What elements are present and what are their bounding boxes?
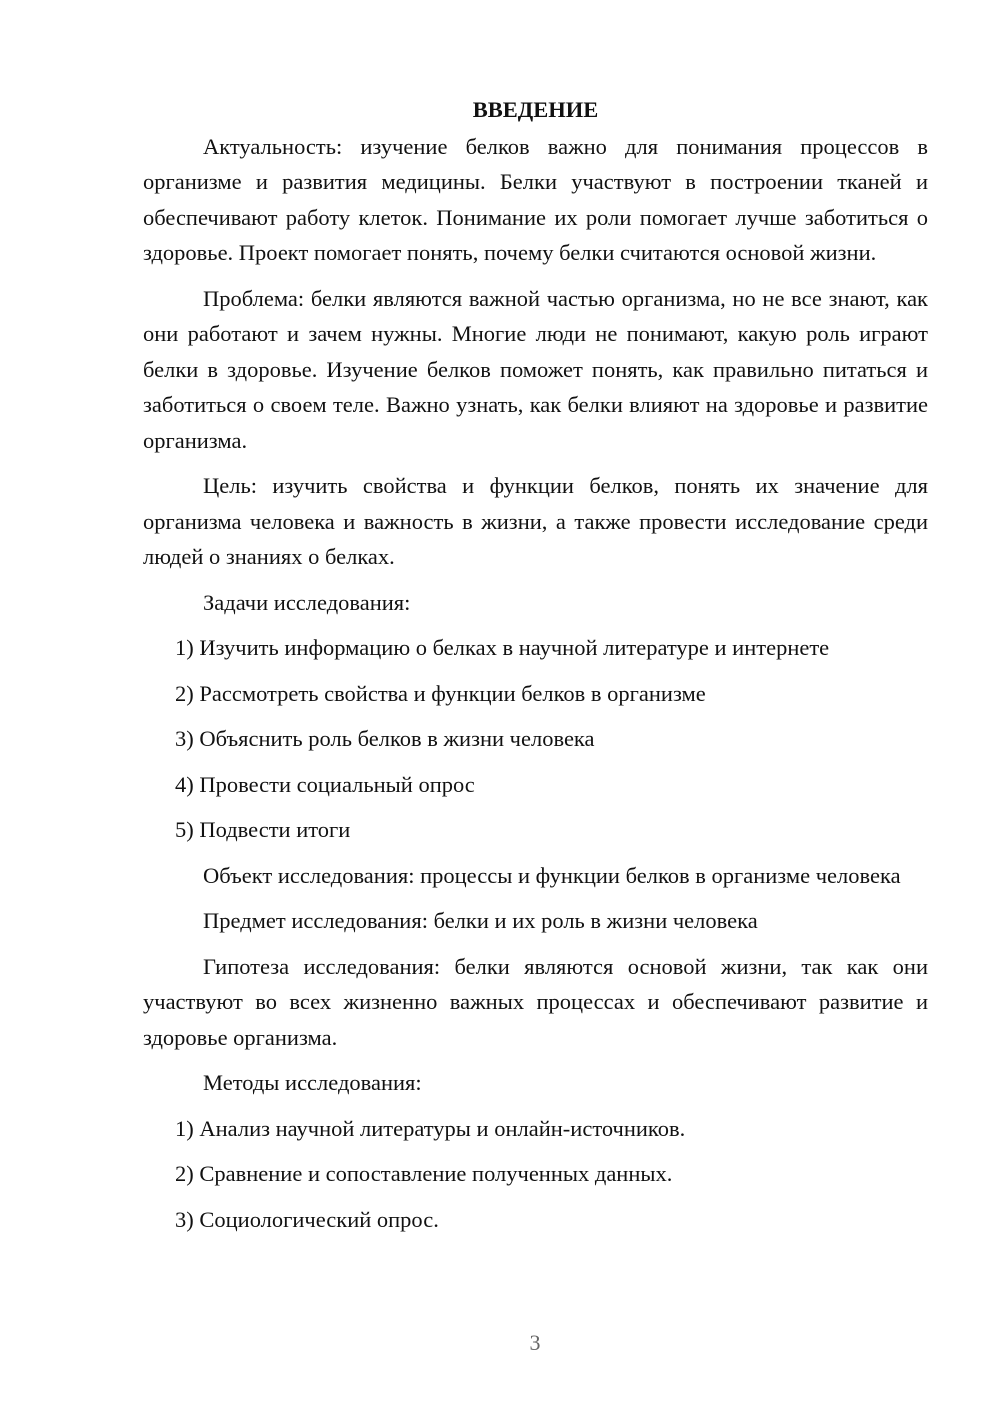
task-item-4: 4) Провести социальный опрос: [175, 771, 475, 797]
task-item-5: 5) Подвести итоги: [175, 817, 351, 842]
task-item-1: 1) Изучить информацию о белках в научной литературе и интернете: [175, 635, 830, 660]
tasks-heading: Задачи исследования:: [203, 589, 411, 615]
method-item-3: 3) Социологический опрос.: [175, 1206, 439, 1232]
problem-paragraph: Проблема: белки являются важной частью организма, но не все знают, как они работают и зачем нужны. Многие люди не понимают, какую роль играют белки в здоровье. Изучение белков поможет понять, как правильно питаться и заботиться о своем теле. Важно узнать, как белки влияют на здоровье и развитие организма.: [143, 285, 928, 453]
hypothesis-paragraph: Гипотеза исследования: белки являются основой жизни, так как они участвуют во всех жизненно важных процессах и обеспечивают развитие и здоровье организма.: [143, 953, 928, 1050]
methods-heading: Методы исследования:: [203, 1070, 422, 1095]
page-number: 3: [529, 1330, 541, 1355]
page-content: [143, 92, 928, 1247]
goal-paragraph: Цель: изучить свойства и функции белков, понять их значение для организма человека и важность в жизни, а также провести исследование среди людей о знаниях о белках.: [143, 473, 928, 569]
relevance-paragraph: Актуальность: изучение белков важно для понимания процессов в организме и развития медицины. Белки участвуют в построении тканей и обеспечивают работу клеток. Понимание их роли помогает лучше заботиться о здоровье. Проект помогает понять, почему белки считаются основой жизни.: [143, 133, 928, 265]
task-item-3: 3) Объяснить роль белков в жизни человека: [175, 726, 595, 751]
subject-paragraph: Предмет исследования: белки и их роль в жизни человека: [203, 908, 758, 933]
task-item-2: 2) Рассмотреть свойства и функции белков в организме: [175, 680, 706, 706]
object-paragraph: Объект исследования: процессы и функции белков в организме человека: [203, 862, 901, 888]
section-title: ВВЕДЕНИЕ: [472, 97, 599, 122]
method-item-1: 1) Анализ научной литературы и онлайн-источников.: [175, 1115, 686, 1141]
method-item-2: 2) Сравнение и сопоставление полученных данных.: [175, 1161, 673, 1186]
